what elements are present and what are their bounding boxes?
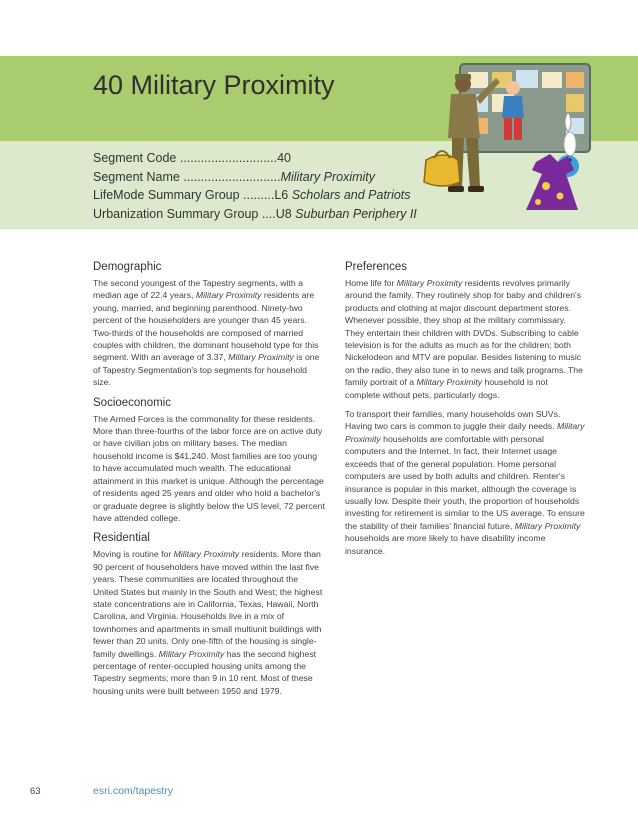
- page-title: 40 Military Proximity: [93, 70, 335, 100]
- footer-link[interactable]: esri.com/tapestry: [93, 785, 173, 797]
- lifemode-code: L6: [274, 188, 292, 202]
- residential-heading: Residential: [93, 532, 150, 545]
- socioeconomic-text: The Armed Forces is the commonality for these residents. More than three-fourths of the labor force are on active duty or have civilian jobs on military bases. The median household income is $41,240. Most families are too young to have accumulated much wealth. The educational attainment in this market is unique. Although the percentage of residents aged 25 years and older who hold a bachelor's or graduate degree is slightly below the US level, 72 percent have attended college.: [93, 413, 325, 523]
- segment-name-label: Segment Name ............................: [93, 169, 281, 184]
- right-column: [345, 260, 585, 564]
- socioeconomic-heading: Socioeconomic: [93, 396, 171, 409]
- demographic-heading: Demographic: [93, 261, 162, 273]
- page-number: 63: [30, 786, 41, 797]
- segment-name-value: Military Proximity: [280, 169, 376, 184]
- preferences-text-2: To transport their families, many households own SUVs. Having two cars is common to juggle their daily needs. Military Proximity households are comfortable with personal computers and the Internet. In fact, their Internet usage exceeds that of the general population. Home personal computers are used by both adults and children. Renter's insurance is popular in this market, although the coverage is usually low. Despite their youth, the proportion of households investing for retirement is similar to the US average. To ensure the stability of their families' financial future, Military Proximity households are more likely to have disability income insurance.: [345, 409, 585, 556]
- lifemode-row: [93, 186, 417, 205]
- segment-name-row: [93, 168, 417, 187]
- left-column: [93, 260, 325, 704]
- preferences-text-1: Home life for Military Proximity residents revolves primarily around the family. They routinely shop for baby and children's products and clothing at major discount department stores. Whenever possible, they shop at the military commissary. They entertain their children with DVDs. Subscribing to cable television is for the adults as much as for the children; both Nickelodeon and MTV are popular. Besides listening to music on the radio, they also tune in to news and talk programs. The family portrait of a Military Proximity household is not complete without pets, particularly dogs.: [345, 278, 583, 400]
- preferences-heading: Preferences: [345, 261, 408, 273]
- family-illustration: [418, 58, 598, 218]
- segment-code-label: Segment Code ............................: [93, 151, 278, 165]
- urbanization-label: Urbanization Summary Group ....: [93, 206, 276, 221]
- segment-code-value: 40: [277, 151, 292, 165]
- residential-text: Moving is routine for Military Proximity residents. More than 90 percent of householders have moved within the last five years. These communities are located throughout the United States but mainly in the South and West; the highest state concentrations are in California, Texas, Hawaii, North Carolina, and Virginia. Households live in a mix of townhomes and apartments in small multiunit buildings with fewer than 20 units. Only one-fifth of the housing is single-family dwellings. Military Proximity has the second highest percentage of renter-occupied housing units among the Tapestry segments; more than 9 in 10 rent. Most of these housing units were built between 1950 and 1979.: [93, 549, 323, 696]
- segment-code-row: [93, 149, 417, 168]
- lifemode-label: LifeMode Summary Group .........: [93, 188, 275, 202]
- urbanization-code: U8: [275, 206, 296, 221]
- segment-info: [93, 149, 417, 223]
- urbanization-row: [93, 205, 417, 224]
- demographic-text: The second youngest of the Tapestry segments, with a median age of 22.4 years, Military Proximity residents are young, married, and beginning parenthood. Ninety-two percent of the householders are younger than 45 years. Two-thirds of the households are composed of married couples with children, the dominant household type for this segment. With an average of 3.37, Military Proximity is one of Tapestry Segmentation's top segments for household size.: [93, 278, 320, 388]
- lifemode-value: Scholars and Patriots: [291, 188, 411, 202]
- urbanization-value: Suburban Periphery II: [295, 206, 417, 221]
